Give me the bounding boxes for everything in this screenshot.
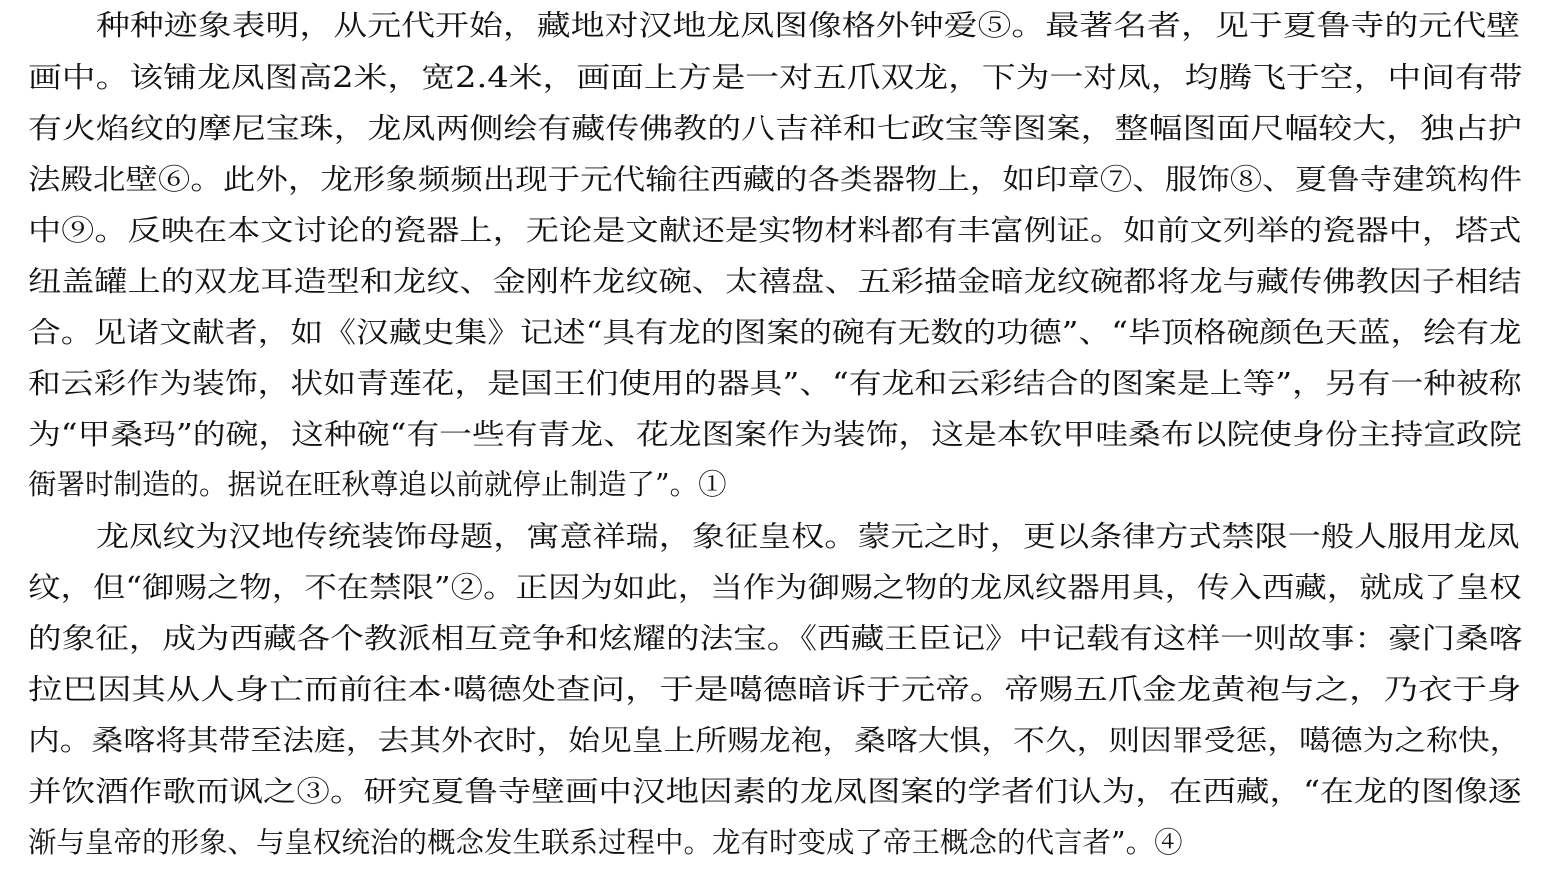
text-line: 有火焰纹的摩尼宝珠，龙凤两侧绘有藏传佛教的八吉祥和七政宝等图案，整幅图面尺幅较大，独占护	[28, 112, 1523, 145]
text-line: 合。见诸文献者，如《汉藏史集》记述“具有龙的图案的碗有无数的功德”、“毕顶格碗颜色天蓝，绘有龙	[28, 316, 1522, 349]
text-line: 中⑨。反映在本文讨论的瓷器上，无论是文献还是实物材料都有丰富例证。如前文列举的瓷器中，塔式	[28, 214, 1522, 247]
text-line: 衙署时制造的。据说在旺秋尊追以前就停止制造了”。①	[28, 468, 727, 501]
text-line: 和云彩作为装饰，状如青莲花，是国王们使用的器具”、“有龙和云彩结合的图案是上等”，另有一种被称	[28, 367, 1522, 400]
text-line: 渐与皇帝的形象、与皇权统治的概念发生联系过程中。龙有时变成了帝王概念的代言者”。④	[28, 826, 1183, 859]
text-line: 内。桑喀将其带至法庭，去其外衣时，始见皇上所赐龙袍，桑喀大惧，不久，则因罪受惩，噶德为之称快，	[28, 724, 1522, 757]
text-line: 为“甲桑玛”的碗，这种碗“有一些有青龙、花龙图案作为装饰，这是本钦甲哇桑布以院使身份主持宣政院	[28, 418, 1522, 451]
text-line: 的象征，成为西藏各个教派相互竞争和炫耀的法宝。《西藏王臣记》中记载有这样一则故事：豪门桑喀	[28, 622, 1523, 655]
text-line: 纽盖罐上的双龙耳造型和龙纹、金刚杵龙纹碗、太禧盘、五彩描金暗龙纹碗都将龙与藏传佛教因子相结	[28, 265, 1522, 298]
text-line: 画中。该铺龙凤图高2米，宽2.4米，画面上方是一对五爪双龙，下为一对凤，均腾飞于空，中间有带	[28, 61, 1523, 94]
text-line: 种种迹象表明，从元代开始，藏地对汉地龙凤图像格外钟爱⑤。最著名者，见于夏鲁寺的元代壁	[96, 9, 1521, 42]
text-line: 龙凤纹为汉地传统装饰母题，寓意祥瑞，象征皇权。蒙元之时，更以条律方式禁限一般人服用龙凤	[96, 520, 1520, 553]
text-line: 法殿北壁⑥。此外，龙形象频频出现于元代输往西藏的各类器物上，如印章⑦、服饰⑧、夏鲁寺建筑构件	[28, 163, 1523, 196]
text-line: 并饮酒作歌而讽之③。研究夏鲁寺壁画中汉地因素的龙凤图案的学者们认为，在西藏，“在龙的图像逐	[28, 775, 1522, 808]
text-line: 拉巴因其从人身亡而前往本·噶德处查问，于是噶德暗诉于元帝。帝赐五爪金龙黄袍与之，乃衣于身	[28, 673, 1522, 706]
text-line: 纹，但“御赐之物，不在禁限”②。正因为如此，当作为御赐之物的龙凤纹器用具，传入西藏，就成了皇权	[28, 571, 1522, 604]
